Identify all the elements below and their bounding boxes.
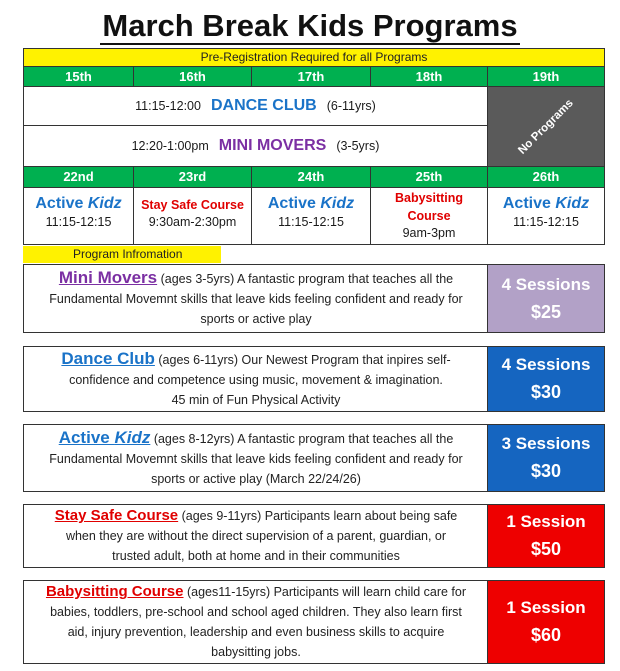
day-header-19: 19th	[488, 67, 605, 87]
program-description: Dance Club (ages 6-11yrs) Our Newest Program that inpires self- confidence and competence using music, movement & imagination. 45 min of Fun Physical Activity	[61, 348, 451, 407]
program-name: Active Kidz	[58, 427, 151, 447]
day-header-22: 22nd	[24, 167, 134, 188]
program-box-babysitting	[23, 580, 605, 664]
cell-24-active-kidz: Active Kidz 11:15-12:15	[252, 188, 371, 245]
price-badge: 4 Sessions $30	[487, 346, 605, 412]
day-header-25: 25th	[371, 167, 488, 188]
program-description: Stay Safe Course (ages 9-11yrs) Participants learn about being safe when they are without the direct supervision of a parent, guardian, or trusted adult, both at home and in their communities	[54, 507, 458, 563]
program-name: Dance Club	[61, 348, 155, 368]
mini-movers-time: 12:20-1:00pm	[131, 139, 209, 153]
cell-26-active-kidz: Active Kidz 11:15-12:15	[488, 188, 605, 245]
day-header-18: 18th	[371, 67, 488, 87]
program-box-mini-movers	[23, 264, 605, 333]
program-box-active-kidz	[23, 424, 605, 492]
cell-22-active-kidz: Active Kidz 11:15-12:15	[24, 188, 134, 245]
no-programs-label: No Programs	[516, 96, 576, 157]
day-header-16: 16th	[134, 67, 252, 87]
cell-23-stay-safe: Stay Safe Course 9:30am-2:30pm	[134, 188, 252, 245]
program-description: Active Kidz (ages 8-12yrs) A fantastic program that teaches all the Fundamental Movemnt skills that leave kids feeling confident and ready for sports or active play (March 22/24/26)	[49, 427, 463, 486]
program-name: Stay Safe Course	[54, 507, 179, 524]
dance-club-ages: (6-11yrs)	[326, 99, 376, 113]
mini-movers-name: MINI MOVERS	[218, 137, 327, 154]
program-info-label: Program Infromation	[23, 246, 221, 263]
cell-25-babysitting: Babysitting Course 9am-3pm	[371, 188, 488, 245]
dance-club-row	[24, 87, 488, 126]
mini-movers-row	[24, 126, 488, 167]
price-badge: 1 Session $50	[487, 504, 605, 568]
prereg-banner: Pre-Registration Required for all Programs	[24, 49, 605, 67]
mini-movers-ages: (3-5yrs)	[336, 139, 380, 153]
day-header-26: 26th	[488, 167, 605, 188]
price-badge: 3 Sessions $30	[487, 424, 605, 492]
program-description: Babysitting Course (ages11-15yrs) Participants will learn child care for babies, toddlers, pre-school and school aged children. They also learn first aid, injury prevention, leadership and even business skills to acquire babysitting jobs.	[45, 583, 467, 659]
day-header-24: 24th	[252, 167, 371, 188]
day-header-17: 17th	[252, 67, 371, 87]
day-header-23: 23rd	[134, 167, 252, 188]
program-description: Mini Movers (ages 3-5yrs) A fantastic program that teaches all the Fundamental Movemnt skills that leave kids feeling confident and ready for sports or active play	[49, 268, 463, 326]
no-programs-cell	[488, 87, 605, 167]
page-title: March Break Kids Programs	[102, 8, 518, 43]
dance-club-name: DANCE CLUB	[210, 97, 317, 114]
price-badge: 1 Session $60	[487, 580, 605, 664]
day-header-15: 15th	[24, 67, 134, 87]
program-box-stay-safe	[23, 504, 605, 568]
program-name: Babysitting Course	[45, 583, 184, 600]
price-badge: 4 Sessions $25	[487, 264, 605, 333]
program-box-dance-club	[23, 346, 605, 412]
dance-club-time: 11:15-12:00	[135, 99, 201, 113]
program-name: Mini Movers	[58, 268, 158, 287]
